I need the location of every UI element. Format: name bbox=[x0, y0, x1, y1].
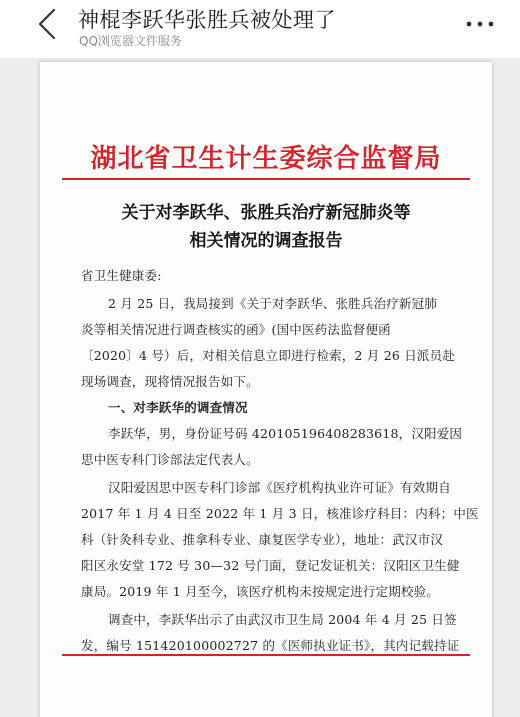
document-page[interactable] bbox=[40, 62, 492, 717]
back-button[interactable] bbox=[34, 6, 64, 42]
section-line: 阳区永安堂 172 号 30—32 号门面，登记发证机关：汉阳区卫生健 bbox=[81, 558, 460, 573]
report-heading-line-1: 关于对李跃华、张胜兵治疗新冠肺炎等 bbox=[121, 203, 411, 223]
report-heading-line-2: 相关情况的调查报告 bbox=[189, 231, 343, 251]
red-divider-bottom bbox=[62, 654, 470, 656]
section-line: 康局。2019 年 1 月至今，该医疗机构未按规定进行定期校验。 bbox=[81, 584, 440, 599]
section-line: 发，编号 151420100002727 的《医师执业证书》，其内记载持证 bbox=[81, 638, 460, 653]
section-line: 2017 年 1 月 4 日至 2022 年 1 月 3 日，核准诊疗科目：内科；中医 bbox=[81, 506, 479, 521]
paragraph-line: 炎等相关情况进行调查核实的函》(国中医药法监督便函 bbox=[81, 322, 391, 337]
more-button[interactable] bbox=[462, 14, 498, 34]
page-title: 神棍李跃华张胜兵被处理了 bbox=[78, 8, 336, 32]
app-bar bbox=[0, 0, 520, 58]
section-title: 一、对李跃华的调查情况 bbox=[108, 400, 248, 415]
section-line: 汉阳爱因思中医专科门诊部《医疗机构执业许可证》有效期自 bbox=[108, 480, 451, 495]
section-line: 李跃华，男，身份证号码 420105196408283618，汉阳爱因 bbox=[108, 426, 463, 441]
red-divider bbox=[62, 178, 470, 180]
section-line: 思中医专科门诊部法定代表人。 bbox=[81, 452, 259, 467]
section-line: 科（针灸科专业、推拿科专业、康复医学专业），地址：武汉市汉 bbox=[81, 532, 444, 547]
section-line: 调查中，李跃华出示了由武汉市卫生局 2004 年 4 月 25 日签 bbox=[108, 612, 457, 627]
paragraph-line: 现场调查，现将情况报告如下。 bbox=[81, 374, 259, 389]
paragraph-line: 2 月 25 日，我局接到《关于对李跃华、张胜兵治疗新冠肺 bbox=[108, 296, 438, 311]
organization-title: 湖北省卫生计生委综合监督局 bbox=[90, 144, 442, 174]
more-dots-icon bbox=[462, 14, 498, 34]
page-subtitle: QQ浏览器文件服务 bbox=[79, 34, 182, 48]
recipient: 省卫生健康委: bbox=[81, 268, 162, 283]
chevron-left-icon bbox=[34, 6, 64, 42]
paragraph-line: 〔2020〕4 号）后，对相关信息立即进行检索，2 月 26 日派员赴 bbox=[81, 348, 456, 363]
